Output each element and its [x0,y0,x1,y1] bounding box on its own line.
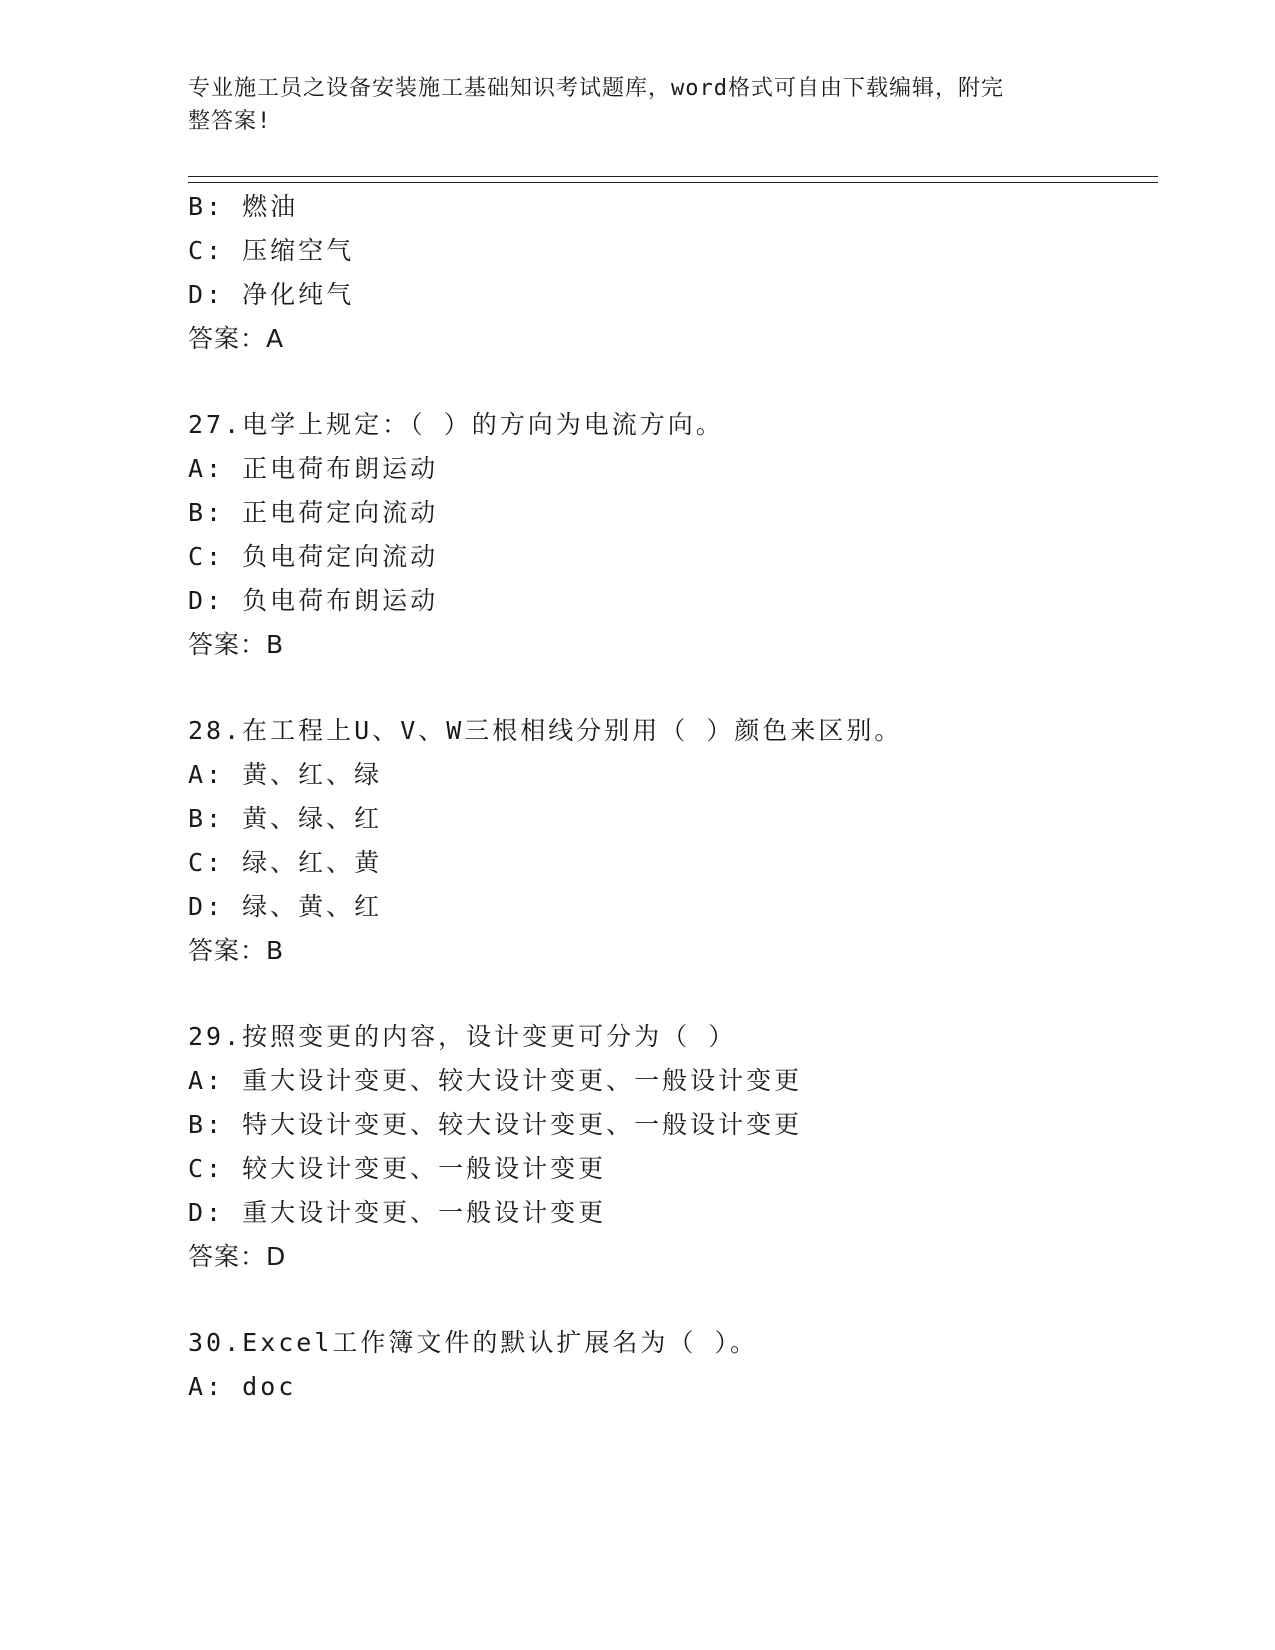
option-text: 较大设计变更、一般设计变更 [242,1154,607,1183]
option-label: C: [188,542,225,571]
header-rule-bottom [188,182,1158,183]
option-b [188,802,382,836]
option-text: 特大设计变更、较大设计变更、一般设计变更 [242,1110,803,1139]
question-stem: 30.Excel工作簿文件的默认扩展名为（ ）。 [188,1328,758,1357]
option-b [188,190,298,224]
option-a [188,1064,802,1098]
option-d [188,278,354,312]
header-line-1: 专业施工员之设备安装施工基础知识考试题库，word格式可自由下载编辑，附完 [188,76,1004,101]
document-header [188,72,1068,138]
option-label: B: [188,498,225,527]
option-text: 黄、绿、红 [242,804,383,833]
option-label: A: [188,1066,225,1095]
option-a [188,758,382,792]
option-c [188,1152,606,1186]
option-text: 负电荷布朗运动 [242,586,439,615]
option-text: 压缩空气 [242,236,355,265]
option-text: 燃油 [242,192,299,221]
answer: 答案：B [188,936,285,965]
option-a [188,452,438,486]
option-c [188,234,354,268]
option-text: 正电荷定向流动 [242,498,439,527]
option-label: C: [188,236,225,265]
option-label: A: [188,760,225,789]
option-label: D: [188,586,225,615]
option-text: 负电荷定向流动 [242,542,439,571]
option-label: B: [188,192,225,221]
option-label: D: [188,892,225,921]
answer: 答案：A [188,324,285,353]
option-b [188,496,438,530]
option-label: D: [188,280,225,309]
option-text: 黄、红、绿 [242,760,383,789]
option-text: 正电荷布朗运动 [242,454,439,483]
option-c [188,540,438,574]
option-text: doc [242,1372,297,1401]
option-b [188,1108,802,1142]
option-text: 重大设计变更、一般设计变更 [242,1198,607,1227]
option-label: A: [188,1372,225,1401]
option-text: 绿、黄、红 [242,892,383,921]
option-text: 绿、红、黄 [242,848,383,877]
option-label: C: [188,1154,225,1183]
option-a [188,1370,296,1404]
question-stem: 28.在工程上U、V、W三根相线分别用（ ）颜色来区别。 [188,716,903,745]
question-stem: 29.按照变更的内容，设计变更可分为（ ） [188,1022,737,1051]
option-text: 净化纯气 [242,280,355,309]
option-d [188,584,438,618]
option-text: 重大设计变更、较大设计变更、一般设计变更 [242,1066,803,1095]
question-stem: 27.电学上规定：（ ）的方向为电流方向。 [188,410,724,439]
header-line-2: 整答案! [188,109,272,134]
header-rule-top [188,176,1158,177]
option-label: B: [188,804,225,833]
answer: 答案：B [188,630,285,659]
answer: 答案：D [188,1242,287,1271]
option-c [188,846,382,880]
option-d [188,1196,606,1230]
option-d [188,890,382,924]
option-label: D: [188,1198,225,1227]
option-label: A: [188,454,225,483]
option-label: C: [188,848,225,877]
option-label: B: [188,1110,225,1139]
